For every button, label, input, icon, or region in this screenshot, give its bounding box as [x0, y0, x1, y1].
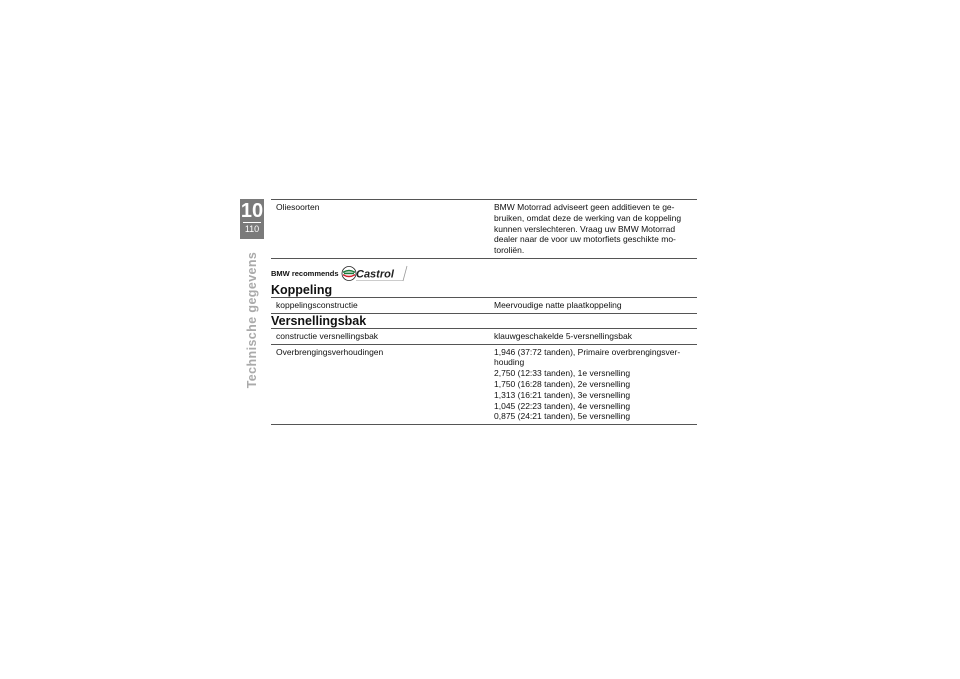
spec-value	[489, 344, 697, 425]
oil-spec-table	[271, 199, 697, 259]
spec-value	[489, 328, 697, 344]
table-row	[271, 344, 697, 425]
spec-label: constructie versnellingsbak	[271, 328, 489, 344]
spec-value-line: 1,946 (37:72 tanden), Primaire overbrengingsver-	[494, 346, 681, 357]
table-row	[271, 297, 697, 313]
spec-label: Overbrengingsverhoudingen	[271, 344, 489, 425]
spec-value	[489, 200, 697, 259]
spec-label: koppelingsconstructie	[271, 297, 489, 313]
castrol-logo-text: Castrol	[355, 268, 394, 281]
versnellingsbak-spec-table	[271, 328, 697, 425]
spec-value-line: Meervoudige natte plaatkoppeling	[494, 299, 622, 310]
spec-value-line: 1,750 (16:28 tanden), 2e versnelling	[494, 378, 631, 389]
spec-value-line: BMW Motorrad adviseert geen additieven te ge-	[494, 202, 675, 212]
castrol-emblem-icon	[342, 267, 356, 281]
spec-value-line: 2,750 (12:33 tanden), 1e versnelling	[494, 368, 631, 379]
spec-value-line: 1,045 (22:23 tanden), 4e versnelling	[494, 400, 631, 411]
page-number: 110	[244, 224, 260, 234]
spec-value-line: dealer naar de voor uw motorfiets geschikte mo-	[494, 234, 676, 245]
koppeling-spec-table	[271, 297, 697, 314]
spec-value-line: kunnen verslechteren. Vraag uw BMW Motorrad	[494, 223, 676, 234]
castrol-logo	[341, 265, 409, 282]
table-row	[271, 200, 697, 259]
chapter-side-title: Technische gegevens	[245, 251, 259, 389]
oil-recommendation	[271, 265, 697, 283]
recommendation-text: BMW recommends	[271, 269, 339, 279]
spec-label: Oliesoorten	[271, 200, 489, 259]
spec-value-line: 0,875 (24:21 tanden), 5e versnelling	[494, 411, 631, 422]
spec-value	[489, 297, 697, 313]
section-title-koppeling: Koppeling	[271, 282, 333, 297]
spec-value-line: houding	[494, 357, 525, 368]
chapter-tab	[240, 199, 264, 239]
spec-value-line: bruiken, omdat deze de werking van de koppeling	[494, 212, 682, 223]
spec-value-line: 1,313 (16:21 tanden), 3e versnelling	[494, 389, 631, 400]
chapter-number: 10	[240, 200, 264, 222]
table-row	[271, 328, 697, 344]
spec-value-line: klauwgeschakelde 5-versnellingsbak	[494, 330, 632, 341]
section-title-versnellingsbak: Versnellingsbak	[271, 313, 367, 328]
content-area	[271, 199, 697, 425]
spec-value-line: toroliën.	[494, 245, 525, 256]
